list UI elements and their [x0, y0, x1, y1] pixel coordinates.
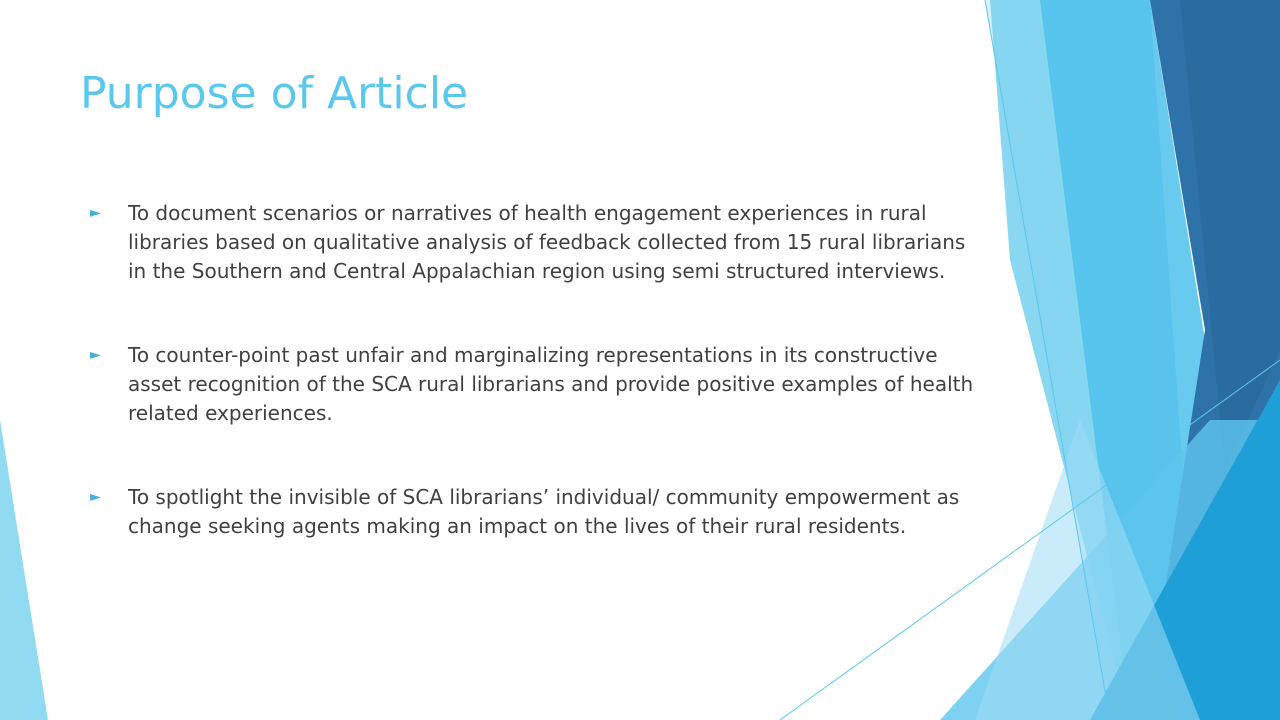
bullet-item	[88, 483, 978, 541]
bullet-item	[88, 341, 978, 428]
slide-title: Purpose of Article	[80, 68, 469, 119]
bullet-list	[88, 199, 978, 541]
bullet-text: To counter-point past unfair and marginalizing representations in its constructive asset recognition of the SCA rural librarians and provide positive examples of health related experiences.	[128, 343, 974, 425]
bullet-item	[88, 199, 978, 286]
left-edge-shape	[0, 420, 48, 720]
bullet-text: To document scenarios or narratives of health engagement experiences in rural libraries based on qualitative analysis of feedback collected from 15 rural librarians in the Southern and Central Appalachian region using semi structured interviews.	[128, 201, 966, 283]
triangle-bullet-icon: ►	[90, 347, 101, 363]
bullet-text: To spotlight the invisible of SCA librarians’ individual/ community empowerment as change seeking agents making an impact on the lives of their rural residents.	[128, 485, 960, 538]
triangle-bullet-icon: ►	[90, 489, 101, 505]
triangle-bullet-icon: ►	[90, 205, 101, 221]
